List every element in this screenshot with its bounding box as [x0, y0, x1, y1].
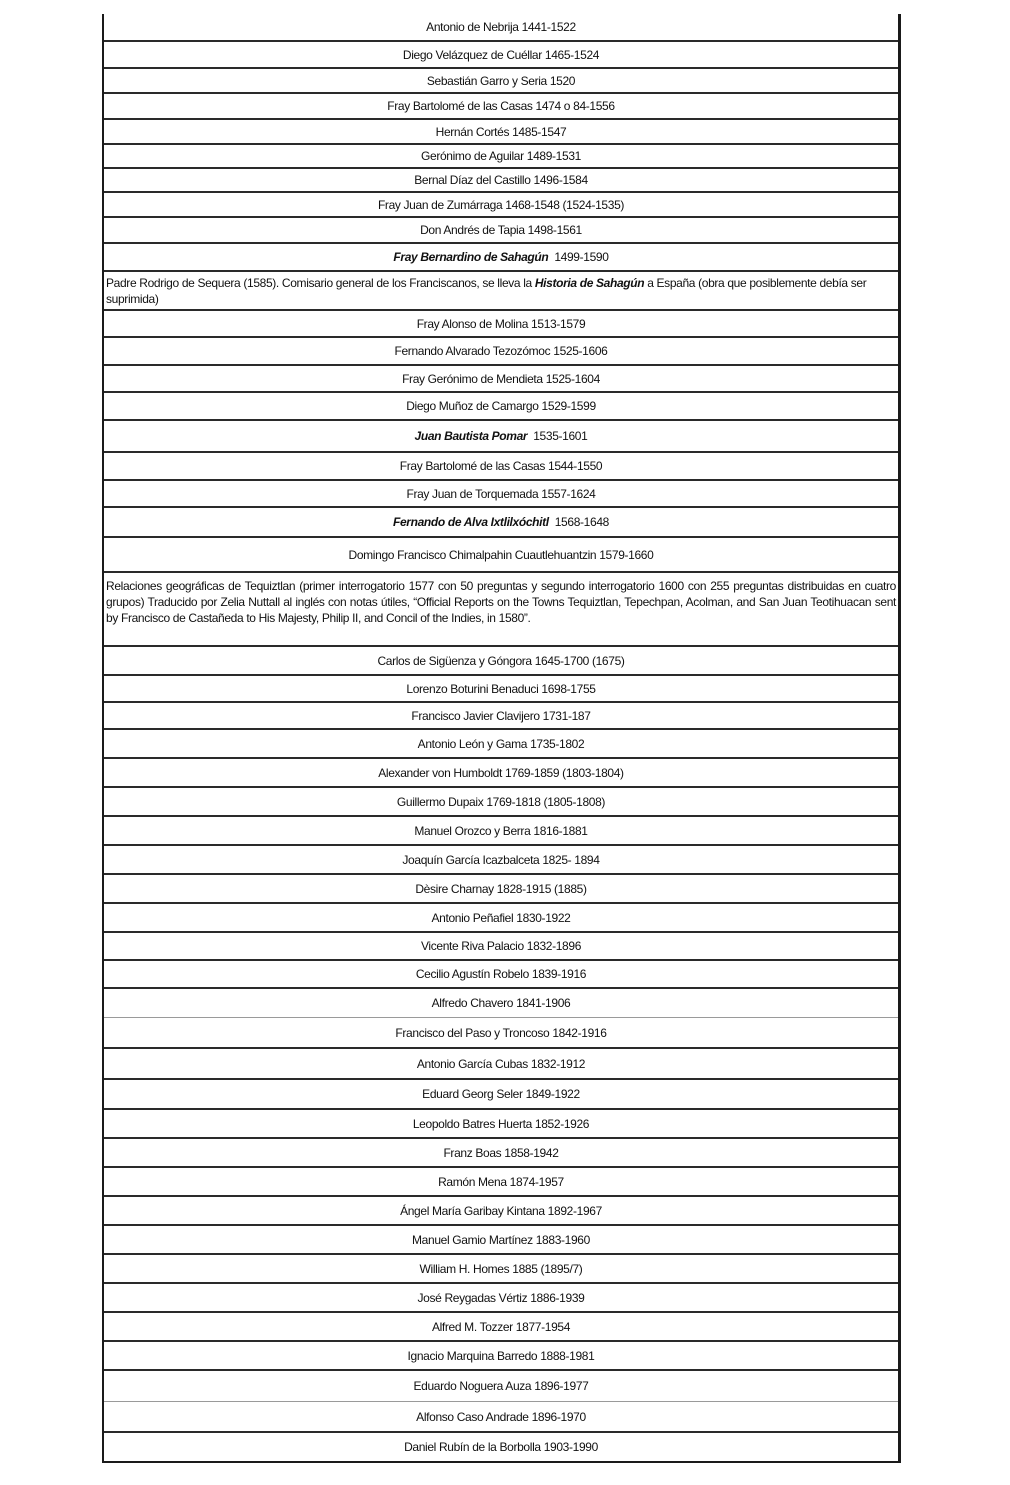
row-text: Joaquín García Icazbalceta 1825- 1894 [402, 852, 600, 867]
table-row [104, 508, 898, 538]
table-row [104, 788, 898, 817]
table-row [104, 366, 898, 393]
row-text: Fray Alonso de Molina 1513-1579 [416, 316, 586, 331]
row-text: Alfredo Chavero 1841-1906 [431, 996, 571, 1010]
row-text: Manuel Gamio Martínez 1883-1960 [412, 1232, 590, 1247]
table-row [104, 1433, 898, 1461]
table-row [104, 875, 898, 904]
table-row [104, 1402, 898, 1433]
row-text: Fernando Alvarado Tezozómoc 1525-1606 [394, 344, 608, 358]
row-text: Leopoldo Batres Huerta 1852-1926 [412, 1116, 590, 1131]
table-row [104, 1049, 898, 1080]
table-row [104, 244, 898, 272]
row-dates: 1535-1601 [533, 429, 588, 443]
row-text: Antonio García Cubas 1832-1912 [416, 1056, 586, 1071]
table-row [104, 573, 898, 647]
table-row [104, 94, 898, 120]
table-row [104, 961, 898, 989]
row-text: Relaciones geográficas de Tequiztlan (primer interrogatorio 1577 con 50 preguntas y segundo interrogatorio 1600 con 255 preguntas distribuidas en cuatro grupos) Traducido por Zelia Nuttall al inglés con notas útiles, “Official Reports on the Towns Tequiztlan, Tepechpan, Acolman, and San Juan Teotihuacan sent by Francisco de Castañeda to His Majesty, Philip II, and Concil of the Indies, in 1580”. [106, 579, 896, 625]
row-bold-title: Historia de Sahagún [534, 275, 645, 290]
table-row [104, 1342, 898, 1371]
row-text: Fray Juan de Zumárraga 1468-1548 (1524-1535) [377, 197, 625, 212]
row-text: Fray Bartolomé de las Casas 1474 o 84-1556 [387, 99, 615, 113]
table-row [104, 42, 898, 69]
row-text: Dèsire Charnay 1828-1915 (1885) [415, 881, 587, 896]
row-text: Francisco Javier Clavijero 1731-187 [411, 708, 591, 723]
table-row [104, 676, 898, 703]
row-text: Daniel Rubín de la Borbolla 1903-1990 [404, 1440, 598, 1454]
row-text-pre: Padre Rodrigo de Sequera (1585). Comisario general de los Franciscanos, se lleva la [106, 275, 532, 290]
row-text: Diego Velázquez de Cuéllar 1465-1524 [402, 47, 600, 62]
table-row [104, 1255, 898, 1284]
table-row [104, 703, 898, 730]
row-text: Antonio Peñafiel 1830-1922 [431, 910, 571, 925]
table-row [104, 1284, 898, 1313]
row-text: Vicente Riva Palacio 1832-1896 [420, 939, 582, 953]
table-row [104, 218, 898, 244]
table-row [104, 817, 898, 846]
table-row [104, 538, 898, 573]
row-text: Ramón Mena 1874-1957 [438, 1174, 564, 1189]
table-row [104, 1139, 898, 1168]
row-text: Don Andrés de Tapia 1498-1561 [420, 223, 582, 237]
row-text: Sebastián Garro y Seria 1520 [426, 73, 576, 88]
table-row [104, 1371, 898, 1402]
table-row [104, 1168, 898, 1197]
row-text: Fray Juan de Torquemada 1557-1624 [406, 486, 596, 501]
row-text: José Reygadas Vértiz 1886-1939 [417, 1290, 585, 1305]
row-text: Lorenzo Boturini Benaduci 1698-1755 [406, 681, 596, 696]
row-text: Manuel Orozco y Berra 1816-1881 [414, 823, 588, 838]
row-dates: 1568-1648 [554, 515, 609, 529]
row-text: Antonio León y Gama 1735-1802 [417, 736, 585, 751]
table-row [104, 1313, 898, 1342]
table-row [104, 759, 898, 788]
row-text: Alfonso Caso Andrade 1896-1970 [416, 1409, 586, 1424]
table-row [104, 481, 898, 508]
table-row [104, 272, 898, 311]
row-text: Guillermo Dupaix 1769-1818 (1805-1808) [396, 794, 606, 809]
table-row [104, 145, 898, 169]
row-dates: 1499-1590 [554, 250, 609, 264]
table-row [104, 193, 898, 218]
row-text: Antonio de Nebrija 1441-1522 [426, 20, 576, 34]
row-text: Carlos de Sigüenza y Góngora 1645-1700 (1675) [377, 653, 625, 668]
row-bold-name: Juan Bautista Pomar [414, 429, 528, 443]
row-text: Fray Gerónimo de Mendieta 1525-1604 [402, 371, 600, 386]
row-text: Diego Muñoz de Camargo 1529-1599 [406, 399, 596, 413]
row-text: Bernal Díaz del Castillo 1496-1584 [414, 173, 588, 187]
table-row [104, 120, 898, 145]
row-text: Hernán Cortés 1485-1547 [435, 124, 567, 139]
row-text: Francisco del Paso y Troncoso 1842-1916 [395, 1025, 607, 1040]
row-text: Ángel María Garibay Kintana 1892-1967 [400, 1203, 602, 1218]
table-row [104, 1197, 898, 1226]
row-bold-name: Fernando de Alva Ixtlilxóchitl [393, 515, 549, 529]
table-row [104, 453, 898, 481]
row-text: Alexander von Humboldt 1769-1859 (1803-1804) [378, 765, 624, 780]
row-text: William H. Homes 1885 (1895/7) [419, 1261, 583, 1276]
row-bold-name: Fray Bernardino de Sahagún [393, 250, 549, 264]
table-row [104, 169, 898, 193]
row-text-post: a España (obra que posiblemente debía ser suprimida) [106, 275, 867, 306]
table-row [104, 14, 898, 42]
table-row [104, 989, 898, 1018]
row-text: Franz Boas 1858-1942 [443, 1145, 559, 1160]
table-row [104, 69, 898, 94]
chronology-table [102, 14, 901, 1463]
table-row [104, 1080, 898, 1110]
row-text: Cecilio Agustín Robelo 1839-1916 [415, 967, 587, 981]
table-row [104, 393, 898, 421]
row-text: Eduardo Noguera Auza 1896-1977 [413, 1379, 589, 1393]
table-row [104, 1226, 898, 1255]
row-text: Alfred M. Tozzer 1877-1954 [431, 1319, 571, 1334]
table-row [104, 730, 898, 759]
row-text: Gerónimo de Aguilar 1489-1531 [421, 149, 581, 163]
table-row [104, 933, 898, 961]
table-row [104, 311, 898, 338]
row-text: Ignacio Marquina Barredo 1888-1981 [407, 1348, 595, 1363]
table-row [104, 904, 898, 933]
table-row [104, 1018, 898, 1049]
row-text: Domingo Francisco Chimalpahin Cuautlehuantzin 1579-1660 [348, 547, 654, 562]
table-row [104, 647, 898, 676]
row-text: Fray Bartolomé de las Casas 1544-1550 [399, 459, 603, 473]
table-row [104, 1110, 898, 1139]
table-row [104, 421, 898, 453]
row-text: Eduard Georg Seler 1849-1922 [422, 1087, 580, 1101]
table-row [104, 846, 898, 875]
table-row [104, 338, 898, 366]
